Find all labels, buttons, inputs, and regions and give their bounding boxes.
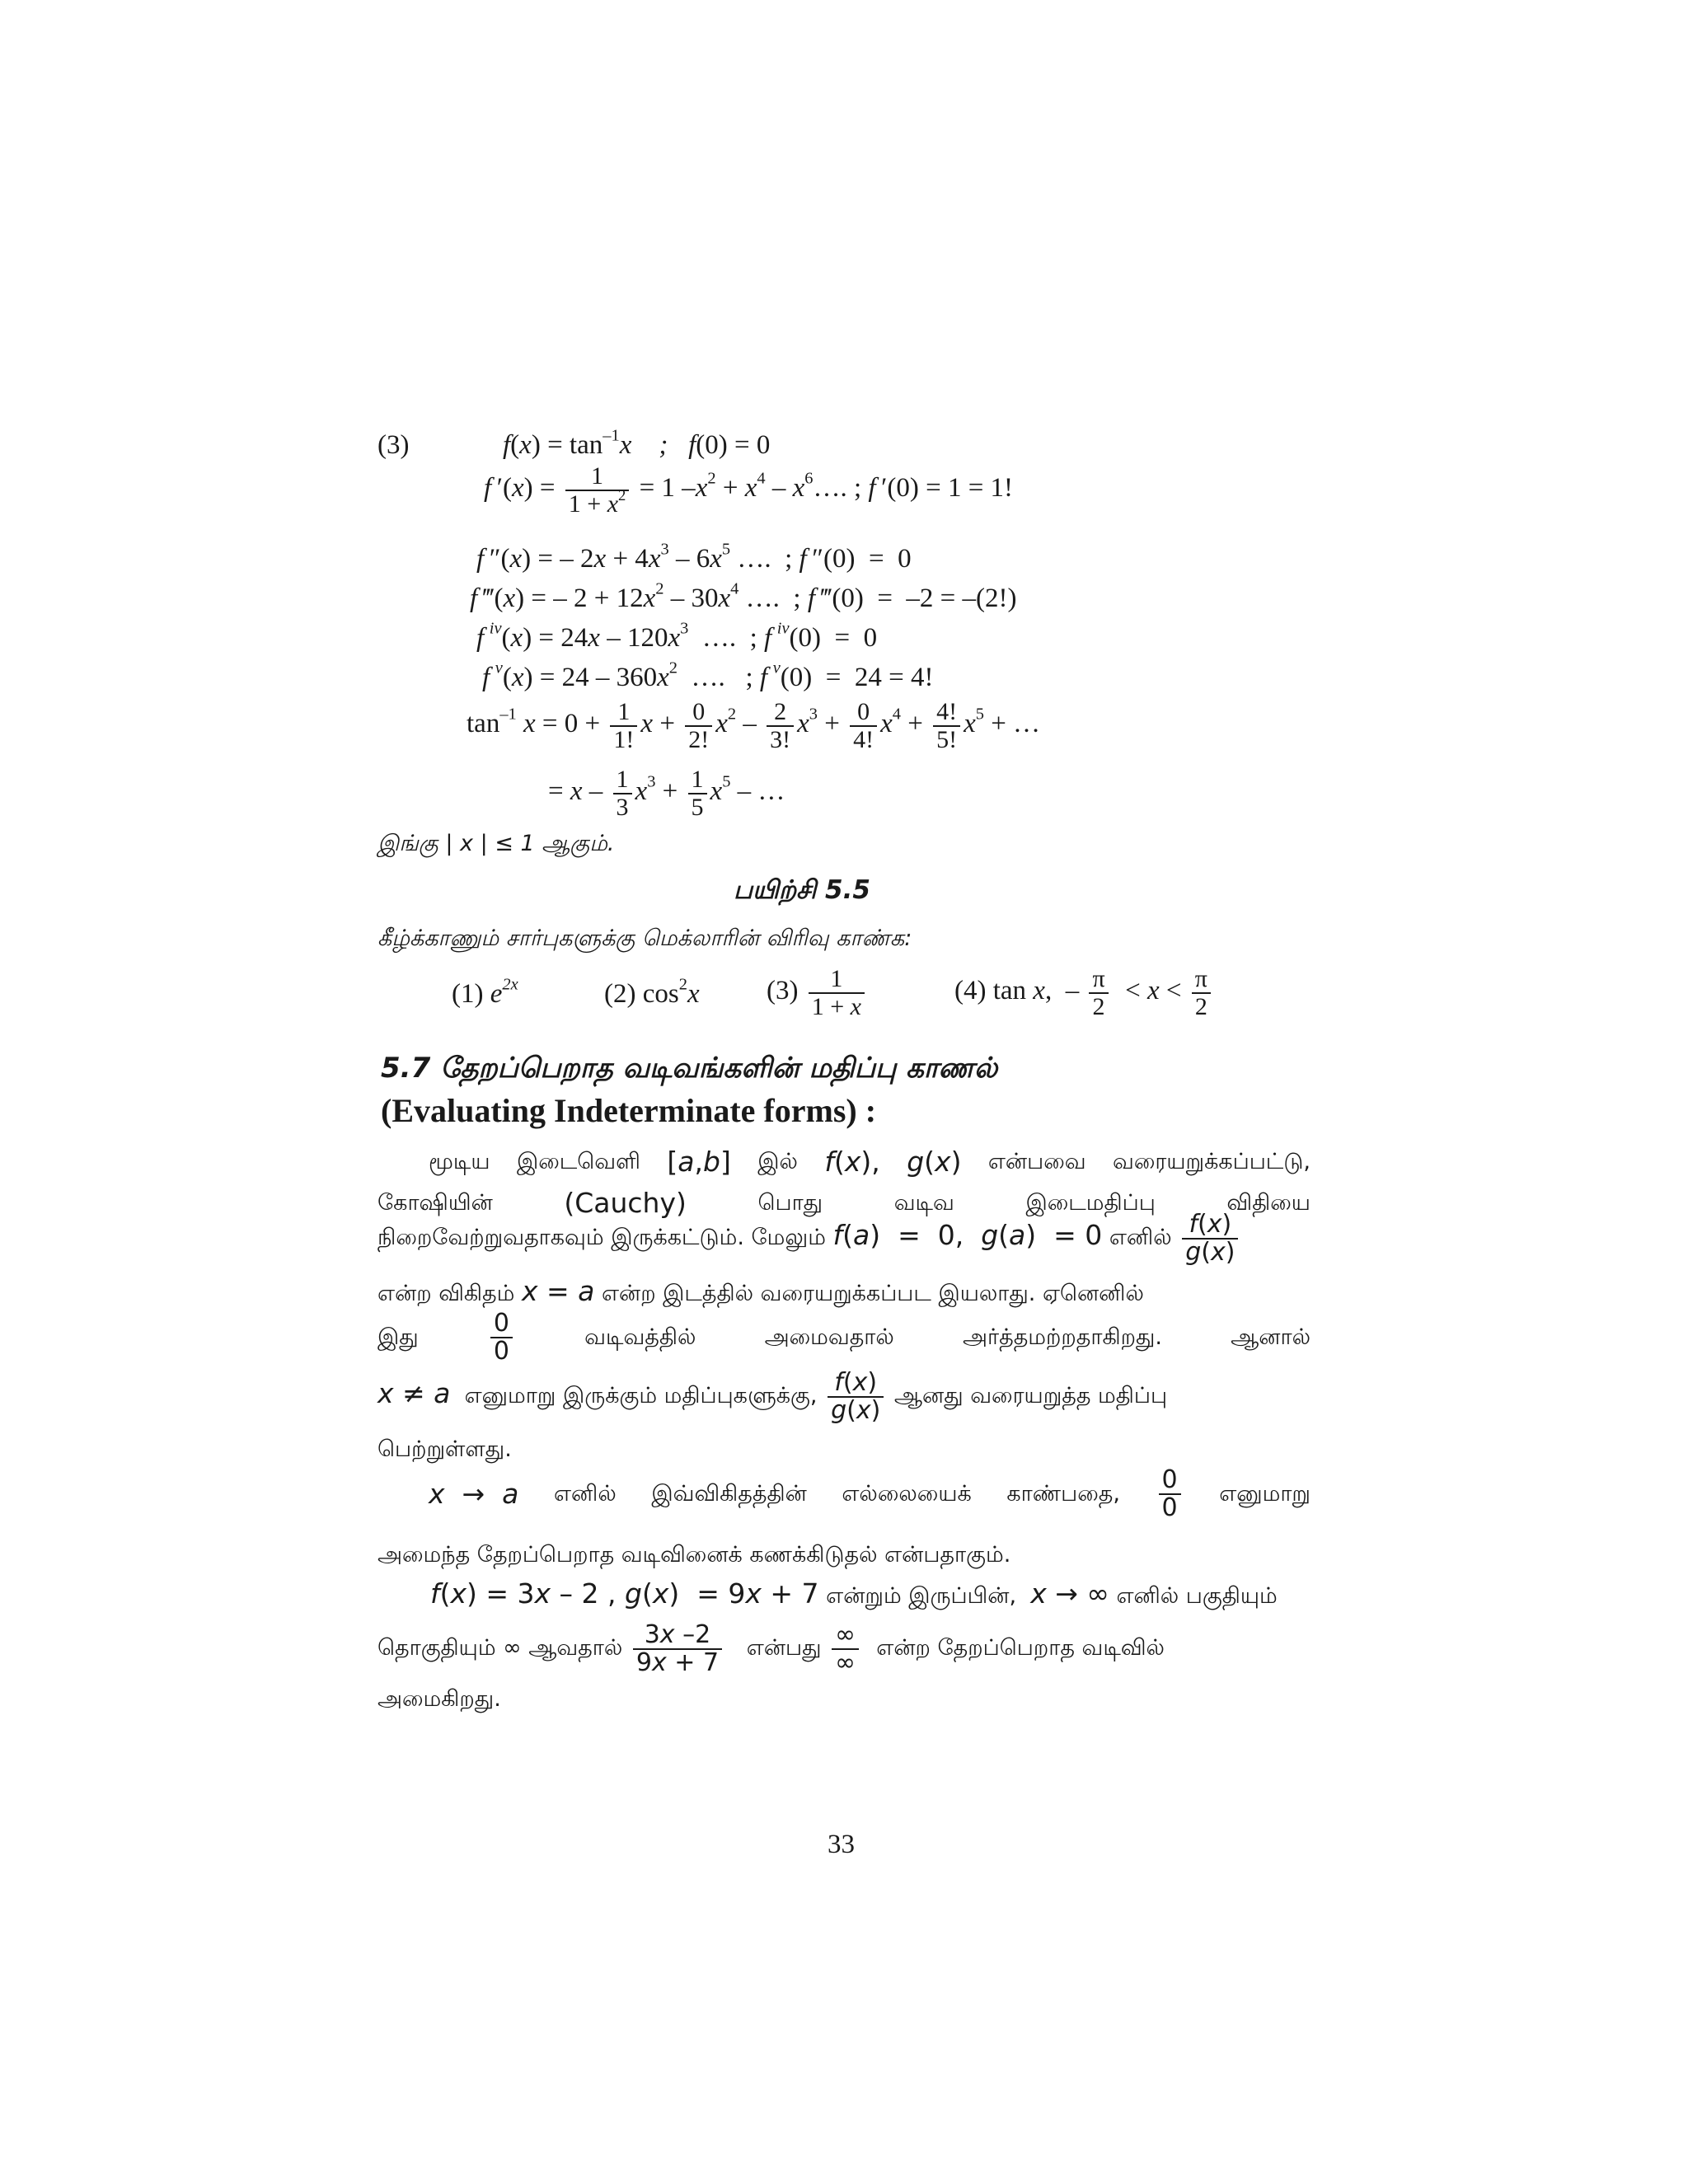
para3-line-3: அமைகிறது. [377,1686,501,1712]
equation-line-4: f ‴(x) = – $2 + 12x^2 - 30x^4$ …. ; f ‴(0) = –2 = –(2!) [470,579,1017,613]
exercise-item-2: (2) $\cos^2x$ [604,975,700,1009]
example-number: (3) [377,430,410,460]
para2-line-1: x → a எனில் இவ்விகிதத்தின் எல்லையைக் காண்பதை, $\frac{0}{0}$ எனுமாறு [429,1465,1311,1522]
para1-line-3: நிறைவேற்றுவதாகவும் இருக்கட்டும். மேலும் f(a) = 0, g(a) = 0 எனில் $\frac{f(x)}{g(x)}$ [377,1212,1241,1265]
para1-line-5: இது $\frac{0}{0}$ வடிவத்தில் அமைவதால் அர்த்தமற்றதாகிறது. ஆனால் [377,1309,1311,1366]
para3-line-2: தொகுதியும் ∞ ஆவதால் $\frac{3x -2}{9x + 7}$ என்பது $\frac{\infty}{\infty}$ என்ற தேறப்பெறாத வடிவில் [377,1620,1165,1677]
para3-line-1: f(x) = 3x – 2 , g(x) = 9x + 7 என்றும் இருப்பின், x → ∞ எனில் பகுதியும் [430,1577,1278,1610]
equation-line-2: f ′(x) = $\frac{1}{1 + x^2}$ = 1 $-x^2 + x^4$ – $x^6\dots$. ; f ′(0) = 1 = 1! [484,462,1014,518]
para1-line-2: கோஷியின் (Cauchy) பொது வடிவ இடைமதிப்பு விதியை [377,1187,1311,1219]
para1-line-7: பெற்றுள்ளது. [377,1436,512,1462]
para1-line-1: மூடிய இடைவெளி [a,b] இல் f(x), g(x) என்பவை வரையறுக்கப்பட்டு, [429,1146,1311,1178]
range-note: இங்கு | x | ≤ 1 ஆகும். [377,831,615,856]
section-title-tamil: 5.7 தேறப்பெறாத வடிவங்களின் மதிப்பு காணல் [381,1052,998,1085]
exercise-item-3: (3) $\frac{1}{1 + x}$ [767,966,868,1019]
exercise-instruction: கீழ்க்காணும் சார்புகளுக்கு மெக்லாரின் விரிவு காண்க: [377,926,912,951]
para2-line-2: அமைந்த தேறப்பெறாத வடிவினைக் கணக்கிடுதல் என்பதாகும். [377,1542,1011,1568]
equation-line-1: $f(x) = \tan^{-1}x$ ; f(0) = 0 [503,426,771,460]
section-title-english: (Evaluating Indeterminate forms) : [381,1092,877,1129]
para1-line-6: x ≠ a எனுமாறு இருக்கும் மதிப்புகளுக்கு, $\frac{f(x)}{g(x)}$ ஆனது வரையறுத்த மதிப்பு [377,1368,1168,1425]
equation-line-8: = x – $\frac{1}{3}$ $x^3$ + $\frac{1}{5}$ $x^5$ – … [548,766,785,821]
exercise-item-1: (1) $e^{2x}$ [452,975,518,1009]
para1-line-4: என்ற விகிதம் x = a என்ற இடத்தில் வரையறுக்கப்பட இயலாது. ஏனெனில் [377,1275,1144,1307]
equation-line-3: f ″(x) = – $2x + 4x^3 - 6x^5$ …. ; f ″(0) = 0 [476,540,912,574]
equation-line-6: f $^v(x) = 24 - 360x^2$ …. ; f $^v$(0) = 24 = 4! [482,658,934,692]
equation-line-7: $\tan^{-1} x = 0$ + $\frac{1}{1!}$ x + $\frac{0}{2!}$ $x^2$ – $\frac{2}{3!}$ $x^3$ + $\frac{0}{4!}$ $x^4$ + $\frac{4!}{5!}$ $x^5$ + … [467,698,1041,753]
equation-line-5: f $^{iv}(x) = 24x - 120x^3$ …. ; f $^{iv}$(0) = 0 [476,619,878,653]
exercise-item-4: (4) tan x, – $\frac{\pi}{2}$ < x < $\frac{\pi}{2}$ [954,966,1214,1019]
exercise-title: பயிற்சி 5.5 [734,875,870,905]
page-number: 33 [828,1830,855,1859]
